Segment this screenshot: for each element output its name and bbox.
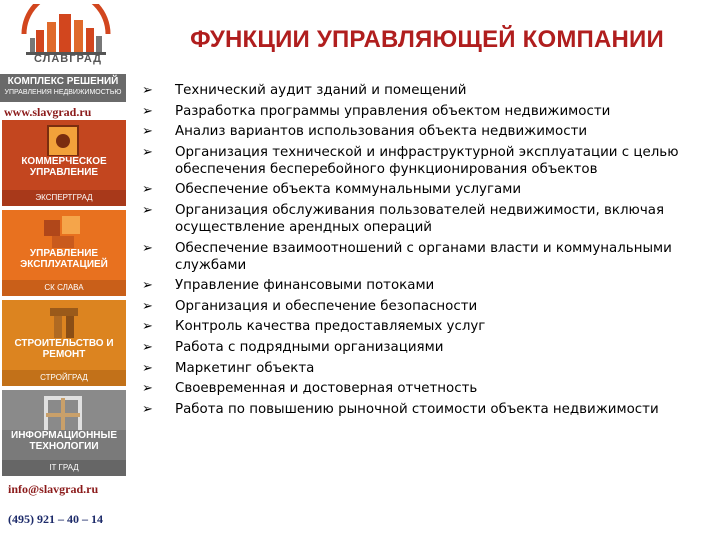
sidebar [0, 0, 134, 540]
arrow-bullet-icon: ➢ [142, 278, 153, 294]
arrow-bullet-icon: ➢ [142, 319, 153, 335]
tile-commercial-management[interactable] [2, 120, 126, 208]
function-list-item [140, 277, 712, 294]
function-list-item [140, 82, 712, 99]
function-item-text: Обеспечение взаимоотношений с органами власти и коммунальными службами [175, 240, 672, 273]
page-title: ФУНКЦИИ УПРАВЛЯЮЩЕЙ КОМПАНИИ [190, 26, 664, 53]
logo-wordmark: СЛАВГРАД [33, 53, 103, 65]
function-list-item [140, 240, 712, 274]
arrow-bullet-icon: ➢ [142, 240, 153, 256]
functions-list [140, 82, 712, 421]
function-item-text: Организация технической и инфраструктурной эксплуатации с целью обеспечения бесперебойного функционирования объектов [175, 144, 679, 177]
arrow-bullet-icon: ➢ [142, 144, 153, 160]
arrow-bullet-icon: ➢ [142, 298, 153, 314]
arrow-bullet-icon: ➢ [142, 381, 153, 397]
function-list-item [140, 181, 712, 198]
tile-subtitle: ЭКСПЕРТГРАД [2, 190, 126, 206]
arrow-bullet-icon: ➢ [142, 83, 153, 98]
tile-information-technology[interactable] [2, 390, 126, 478]
solutions-banner [0, 74, 126, 102]
function-list-item [140, 202, 712, 236]
tile-title: СТРОИТЕЛЬСТВО И РЕМОНТ [2, 338, 126, 370]
function-list-item [140, 123, 712, 140]
function-item-text: Организация обслуживания пользователей недвижимости, включая осуществление арендных операций [175, 202, 664, 235]
function-list-item [140, 339, 712, 356]
function-item-text: Управление финансовыми потоками [175, 278, 435, 294]
function-list-item [140, 401, 712, 418]
function-list-item [140, 298, 712, 315]
function-list-item [140, 318, 712, 335]
function-item-text: Работа с подрядными организациями [175, 339, 444, 355]
tile-subtitle: СТРОЙГРАД [2, 370, 126, 386]
banner-title: КОМПЛЕКС РЕШЕНИЙ [7, 76, 119, 87]
tile-construction-repair[interactable] [2, 300, 126, 388]
tile-subtitle: СК СЛАВА [2, 280, 126, 296]
site-url-link[interactable]: www.slavgrad.ru [4, 105, 92, 119]
arrow-bullet-icon: ➢ [142, 103, 153, 119]
arrow-bullet-icon: ➢ [142, 182, 153, 198]
tile-operations-management[interactable] [2, 210, 126, 298]
arrow-bullet-icon: ➢ [142, 401, 153, 417]
function-item-text: Организация и обеспечение безопасности [175, 298, 478, 314]
contact-email-link[interactable]: info@slavgrad.ru [8, 482, 99, 496]
function-list-item [140, 360, 712, 377]
function-list-item [140, 144, 712, 178]
function-list-item [140, 103, 712, 120]
function-item-text: Контроль качества предоставляемых услуг [175, 319, 486, 335]
function-item-text: Своевременная и достоверная отчетность [175, 381, 478, 397]
function-item-text: Анализ вариантов использования объекта недвижимости [175, 124, 588, 140]
banner-subtitle: УПРАВЛЕНИЯ НЕДВИЖИМОСТЬЮ [4, 89, 122, 96]
function-item-text: Технический аудит зданий и помещений [175, 83, 467, 98]
tile-title: УПРАВЛЕНИЕ ЭКСПЛУАТАЦИЕЙ [2, 248, 126, 280]
function-list-item [140, 380, 712, 397]
function-item-text: Обеспечение объекта коммунальными услугами [175, 182, 522, 198]
function-item-text: Разработка программы управления объектом недвижимости [175, 103, 611, 119]
arrow-bullet-icon: ➢ [142, 360, 153, 376]
tile-title: ИНФОРМАЦИОННЫЕ ТЕХНОЛОГИИ [2, 430, 126, 460]
arrow-bullet-icon: ➢ [142, 339, 153, 355]
tile-subtitle: IT ГРАД [2, 460, 126, 476]
function-item-text: Работа по повышению рыночной стоимости объекта недвижимости [175, 401, 659, 417]
contact-phone: (495) 921 – 40 – 14 [8, 512, 103, 526]
arrow-bullet-icon: ➢ [142, 202, 153, 218]
arrow-bullet-icon: ➢ [142, 124, 153, 140]
function-item-text: Маркетинг объекта [175, 360, 315, 376]
tile-title: КОММЕРЧЕСКОЕ УПРАВЛЕНИЕ [2, 156, 126, 190]
